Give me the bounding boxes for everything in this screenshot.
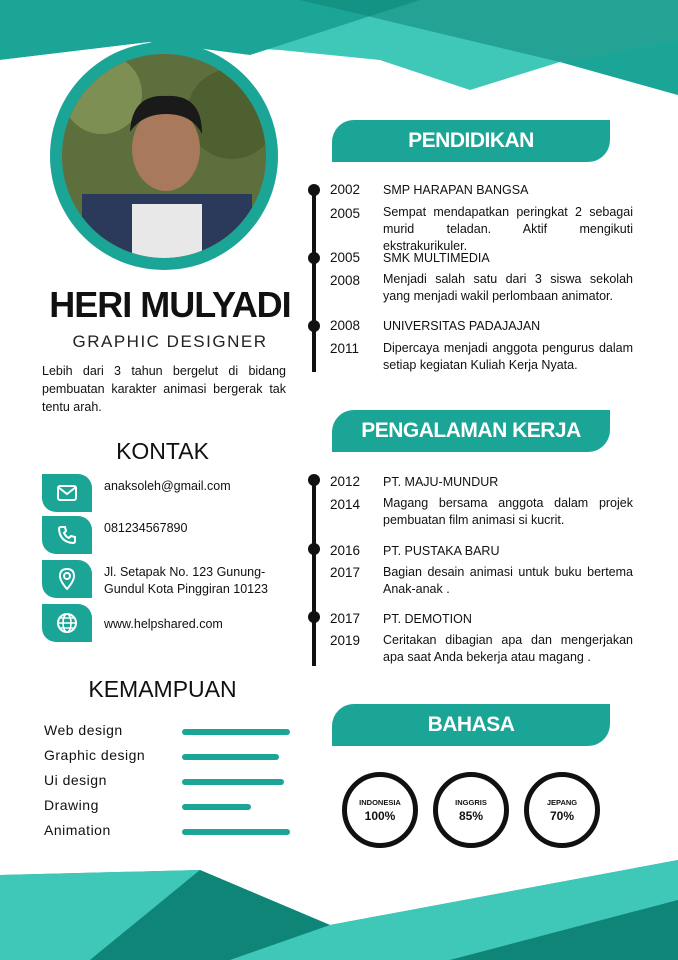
- language-value: 85%: [458, 808, 484, 823]
- language-name: INGGRIS: [455, 797, 487, 807]
- skills-heading: KEMAMPUAN: [88, 676, 237, 702]
- entry-title: UNIVERSITAS PADAJAJAN: [383, 319, 541, 333]
- contact-heading: KONTAK: [116, 438, 209, 464]
- entry-start-year: 2016: [330, 543, 361, 558]
- location-icon: [42, 560, 92, 598]
- profile-summary: Lebih dari 3 tahun bergelut di bidang pembuatan karakter animasi bergerak tak tentu arah.: [42, 364, 286, 414]
- skill-bar: [182, 804, 251, 810]
- entry-title: SMP HARAPAN BANGSA: [383, 183, 529, 197]
- skill-bar: [182, 829, 290, 835]
- timeline-dot: [308, 184, 320, 196]
- entry-end-year: 2014: [330, 497, 361, 512]
- contact-website: [42, 604, 302, 644]
- entry-end-year: 2017: [330, 565, 361, 580]
- entry-description: Ceritakan dibagian apa dan mengerjakan apa saat Anda bekerja atau magang .: [383, 633, 633, 664]
- skill-track: [182, 779, 290, 785]
- skill-track: [182, 729, 290, 735]
- contact-address: [42, 560, 302, 600]
- language-name: JEPANG: [546, 797, 578, 807]
- language-indonesia: [342, 772, 418, 848]
- entry-description: Sempat mendapatkan peringkat 2 sebagai murid teladan. Aktif mengikuti ekstrakurikuler.: [383, 205, 633, 253]
- skill-bar: [182, 729, 290, 735]
- skill-label: Graphic design: [44, 747, 146, 763]
- contact-phone-text[interactable]: 081234567890: [104, 521, 188, 535]
- person-name: HERI MULYADI: [49, 284, 291, 325]
- timeline-dot: [308, 543, 320, 555]
- globe-icon: [42, 604, 92, 642]
- skill-label: Ui design: [44, 772, 107, 788]
- entry-description: Magang bersama anggota dalam projek pembuatan film animasi si kucrit.: [383, 496, 633, 527]
- skill-bar: [182, 754, 279, 760]
- mail-icon: [42, 474, 92, 512]
- language-inggris: [433, 772, 509, 848]
- skill-track: [182, 829, 290, 835]
- skill-track: [182, 754, 290, 760]
- entry-start-year: 2008: [330, 318, 361, 333]
- contact-website-text[interactable]: www.helpshared.com: [104, 617, 223, 631]
- timeline-dot: [308, 474, 320, 486]
- skill-track: [182, 804, 290, 810]
- entry-start-year: 2017: [330, 611, 361, 626]
- language-jepang: [524, 772, 600, 848]
- languages-banner: BAHASA: [332, 704, 610, 746]
- language-name: INDONESIA: [359, 797, 401, 807]
- entry-description: Bagian desain animasi untuk buku bertema Anak-anak .: [383, 565, 633, 596]
- language-value: 70%: [549, 808, 575, 823]
- contact-address-text: Jl. Setapak No. 123 Gunung-Gundul Kota Pinggiran 10123: [104, 565, 269, 596]
- language-value: 100%: [364, 808, 396, 823]
- entry-title: PT. PUSTAKA BARU: [383, 544, 500, 558]
- skill-bar: [182, 779, 284, 785]
- experience-banner: PENGALAMAN KERJA: [332, 410, 610, 452]
- profile-photo: [62, 54, 266, 258]
- contact-email-text[interactable]: anaksoleh@gmail.com: [104, 479, 231, 493]
- job-title: GRAPHIC DESIGNER: [72, 332, 268, 351]
- timeline-dot: [308, 611, 320, 623]
- skill-label: Drawing: [44, 797, 99, 813]
- education-banner: PENDIDIKAN: [332, 120, 610, 162]
- timeline-dot: [308, 320, 320, 332]
- entry-title: SMK MULTIMEDIA: [383, 251, 490, 265]
- contact-email: [42, 474, 302, 514]
- contact-phone: [42, 516, 302, 556]
- entry-end-year: 2019: [330, 633, 361, 648]
- education-timeline: [312, 186, 316, 372]
- phone-icon: [42, 516, 92, 554]
- entry-start-year: 2002: [330, 182, 361, 197]
- entry-description: Menjadi salah satu dari 3 siswa sekolah yang menjadi wakil perlombaan animator.: [383, 272, 633, 303]
- entry-end-year: 2005: [330, 206, 361, 221]
- entry-end-year: 2011: [330, 341, 360, 356]
- bottom-decoration: [0, 840, 678, 960]
- entry-start-year: 2012: [330, 474, 361, 489]
- experience-timeline: [312, 476, 316, 666]
- timeline-dot: [308, 252, 320, 264]
- entry-title: PT. MAJU-MUNDUR: [383, 475, 499, 489]
- skill-label: Animation: [44, 822, 111, 838]
- entry-start-year: 2005: [330, 250, 361, 265]
- entry-end-year: 2008: [330, 273, 361, 288]
- entry-description: Dipercaya menjadi anggota pengurus dalam setiap kegiatan Kuliah Kerja Nyata.: [383, 341, 633, 372]
- entry-title: PT. DEMOTION: [383, 612, 472, 626]
- skill-label: Web design: [44, 722, 123, 738]
